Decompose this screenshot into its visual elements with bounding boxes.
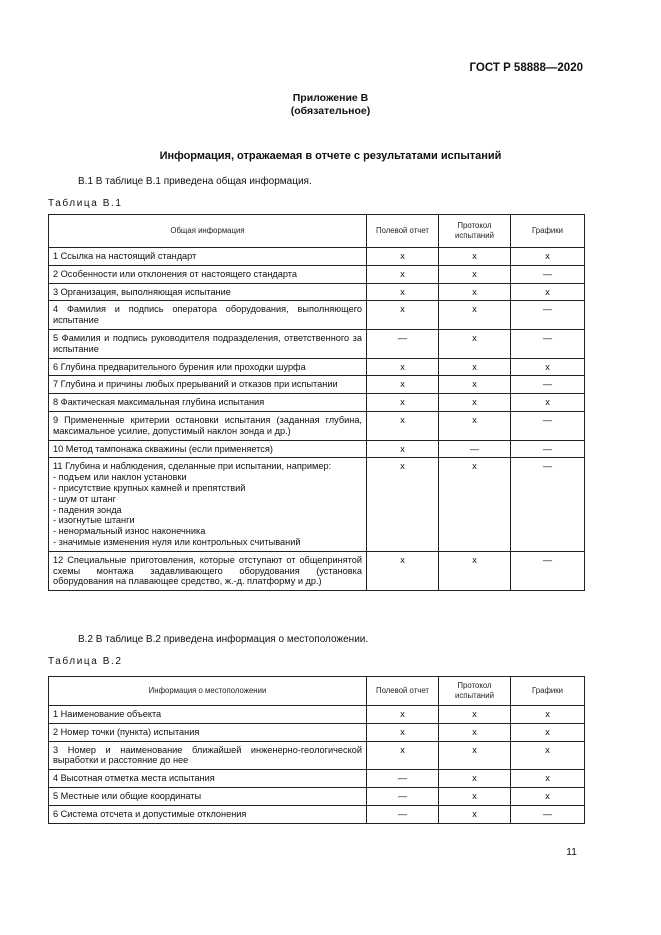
table-row	[49, 706, 585, 724]
column-header: Графики	[511, 215, 585, 248]
protocol-mark: x	[439, 551, 511, 590]
table-row	[49, 394, 585, 412]
row-text: 5 Местные или общие координаты	[53, 790, 202, 801]
row-text: 1 Ссылка на настоящий стандарт	[53, 251, 197, 261]
protocol-mark: —	[439, 440, 511, 458]
field-report-mark: x	[367, 265, 439, 283]
charts-mark: x	[511, 770, 585, 788]
row-text: 8 Фактическая максимальная глубина испытания	[53, 397, 265, 408]
row-text: 4 Высотная отметка места испытания	[53, 773, 215, 784]
protocol-mark: x	[439, 376, 511, 394]
field-report-mark: x	[367, 440, 439, 458]
protocol-mark: x	[439, 358, 511, 376]
row-description	[49, 248, 367, 266]
row-text: 2 Особенности или отклонения от настоящего стандарта	[53, 268, 298, 279]
row-list-item: - шум от штанг	[53, 493, 117, 504]
table-b2	[48, 676, 585, 824]
table-row	[49, 358, 585, 376]
charts-mark: x	[511, 723, 585, 741]
appendix-subtitle: (обязательное)	[290, 105, 371, 117]
row-text: 12 Специальные приготовления, которые отступают от общепринятой схемы монтажа задавливающего оборудования (установка оборудования на плавающее средство, ж.-д. платформу и др.)	[53, 554, 362, 587]
column-header: Полевой отчет	[367, 677, 439, 706]
table-row	[49, 805, 585, 823]
row-text: 6 Система отсчета и допустимые отклонения	[53, 808, 247, 819]
charts-mark: —	[511, 805, 585, 823]
row-text: 9 Примененные критерии остановки испытания (заданная глубина, максимальное усилие, допустимый наклон зонда и др.)	[53, 414, 362, 436]
charts-mark: —	[511, 458, 585, 551]
protocol-mark: x	[439, 283, 511, 301]
field-report-mark: —	[367, 329, 439, 358]
row-text: 5 Фамилия и подпись руководителя подразделения, ответственного за испытание	[53, 332, 362, 354]
column-header: Общая информация	[49, 215, 367, 248]
row-description	[49, 723, 367, 741]
row-text: 3 Организация, выполняющая испытание	[53, 286, 231, 297]
row-description	[49, 265, 367, 283]
row-list-item: - подъем или наклон установки	[53, 472, 187, 483]
charts-mark: x	[511, 741, 585, 770]
page-title: Информация, отражаемая в отчете с результатами испытаний	[159, 150, 502, 162]
table-row	[49, 283, 585, 301]
row-description	[49, 787, 367, 805]
row-description	[49, 805, 367, 823]
field-report-mark: x	[367, 376, 439, 394]
field-report-mark: x	[367, 411, 439, 440]
row-description	[49, 411, 367, 440]
table-row	[49, 551, 585, 590]
table-row	[49, 248, 585, 266]
field-report-mark: x	[367, 706, 439, 724]
protocol-mark: x	[439, 787, 511, 805]
field-report-mark: x	[367, 458, 439, 551]
row-text: 3 Номер и наименование ближайшей инженерно-геологической выработки и расстояние до нее	[53, 744, 362, 766]
protocol-mark: x	[439, 706, 511, 724]
row-text: 1 Наименование объекта	[53, 709, 162, 719]
protocol-mark: x	[439, 458, 511, 551]
row-list-item: - ненормальный износ наконечника	[53, 526, 206, 537]
row-list-item: - значимые изменения нуля или контрольных считываний	[53, 536, 301, 547]
charts-mark: x	[511, 787, 585, 805]
protocol-mark: x	[439, 329, 511, 358]
table-row	[49, 411, 585, 440]
charts-mark: —	[511, 329, 585, 358]
appendix-title: Приложение В	[292, 92, 369, 104]
protocol-mark: x	[439, 805, 511, 823]
row-list-item: - присутствие крупных камней и препятствий	[53, 482, 246, 493]
table-row	[49, 741, 585, 770]
table-row	[49, 329, 585, 358]
charts-mark: —	[511, 551, 585, 590]
field-report-mark: x	[367, 283, 439, 301]
table-b1-caption: Таблица В.1	[48, 198, 123, 209]
column-header: Полевой отчет	[367, 215, 439, 248]
protocol-mark: x	[439, 770, 511, 788]
column-header: Протокол испытаний	[439, 677, 511, 706]
b1-intro: В.1 В таблице В.1 приведена общая информация.	[78, 176, 312, 187]
field-report-mark: —	[367, 770, 439, 788]
column-header: Графики	[511, 677, 585, 706]
field-report-mark: —	[367, 805, 439, 823]
table-row	[49, 376, 585, 394]
row-description	[49, 551, 367, 590]
column-header: Информация о местоположении	[49, 677, 367, 706]
row-description	[49, 376, 367, 394]
table-b2-caption: Таблица В.2	[48, 656, 123, 667]
row-description	[49, 706, 367, 724]
table-row	[49, 787, 585, 805]
field-report-mark: x	[367, 723, 439, 741]
protocol-mark: x	[439, 265, 511, 283]
row-text: 4 Фамилия и подпись оператора оборудования, выполняющего испытание	[53, 304, 362, 326]
row-description	[49, 301, 367, 330]
table-row	[49, 265, 585, 283]
charts-mark: x	[511, 358, 585, 376]
charts-mark: —	[511, 411, 585, 440]
page-number: 11	[566, 846, 577, 858]
field-report-mark: x	[367, 358, 439, 376]
charts-mark: x	[511, 248, 585, 266]
row-description	[49, 358, 367, 376]
row-description	[49, 283, 367, 301]
row-list-item: - падения зонда	[53, 504, 122, 515]
row-text: 11 Глубина и наблюдения, сделанные при испытании, например:	[53, 461, 332, 472]
row-description	[49, 741, 367, 770]
field-report-mark: x	[367, 248, 439, 266]
protocol-mark: x	[439, 394, 511, 412]
table-row	[49, 770, 585, 788]
row-text: 10 Метод тампонажа скважины (если применяется)	[53, 443, 273, 454]
field-report-mark: —	[367, 787, 439, 805]
field-report-mark: x	[367, 301, 439, 330]
row-description	[49, 770, 367, 788]
standard-number: ГОСТ Р 58888—2020	[469, 62, 583, 74]
charts-mark: x	[511, 394, 585, 412]
row-description	[49, 394, 367, 412]
charts-mark: —	[511, 301, 585, 330]
appendix-heading	[0, 92, 661, 118]
row-description	[49, 458, 367, 551]
field-report-mark: x	[367, 741, 439, 770]
row-description	[49, 440, 367, 458]
charts-mark: —	[511, 376, 585, 394]
row-description	[49, 329, 367, 358]
field-report-mark: x	[367, 394, 439, 412]
row-text: 7 Глубина и причины любых прерываний и отказов при испытании	[53, 379, 338, 390]
protocol-mark: x	[439, 411, 511, 440]
protocol-mark: x	[439, 248, 511, 266]
b2-intro: В.2 В таблице В.2 приведена информация о местоположении.	[78, 634, 369, 645]
table-b1	[48, 214, 585, 591]
table-row	[49, 723, 585, 741]
table-row	[49, 458, 585, 551]
protocol-mark: x	[439, 301, 511, 330]
row-list-item: - изогнутые штанги	[53, 515, 135, 526]
charts-mark: —	[511, 440, 585, 458]
protocol-mark: x	[439, 741, 511, 770]
row-text: 2 Номер точки (пункта) испытания	[53, 726, 200, 737]
column-header: Протокол испытаний	[439, 215, 511, 248]
field-report-mark: x	[367, 551, 439, 590]
charts-mark: —	[511, 265, 585, 283]
row-text: 6 Глубина предварительного бурения или проходки шурфа	[53, 361, 306, 372]
table-row	[49, 440, 585, 458]
table-row	[49, 301, 585, 330]
charts-mark: x	[511, 283, 585, 301]
protocol-mark: x	[439, 723, 511, 741]
charts-mark: x	[511, 706, 585, 724]
